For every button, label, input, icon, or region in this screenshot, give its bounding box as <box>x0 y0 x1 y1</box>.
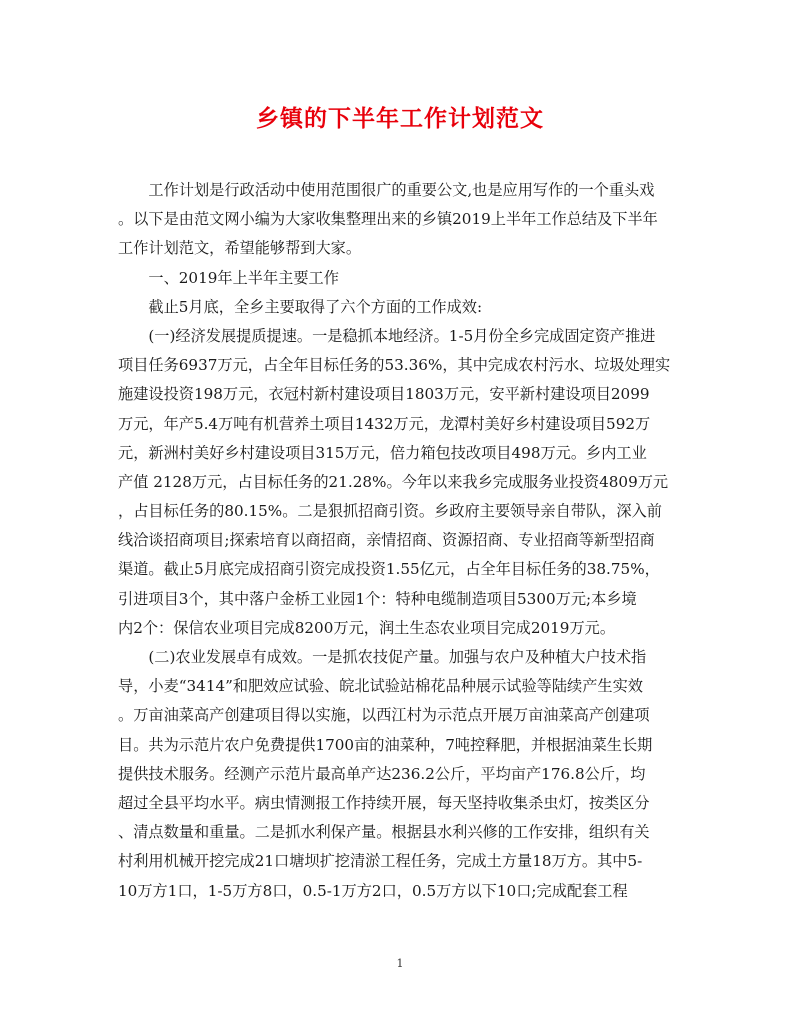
body-line-7: 项目任务6937万元，占全年目标任务的53.36%，其中完成农村污水、垃圾处理实 <box>118 356 671 375</box>
body-line-21: 提供技术服务。经测产示范片最高单产达236.2公斤，平均亩产176.8公斤，均 <box>118 764 646 783</box>
body-line-16: 内2个：保信农业项目完成8200万元，润土生态农业项目完成2019万元。 <box>118 618 616 637</box>
body-line-13: 线洽谈招商项目;探索培育以商招商，亲情招商、资源招商、专业招商等新型招商 <box>118 531 655 550</box>
body-line-5: 截止5月底，全乡主要取得了六个方面的工作成效: <box>118 297 483 316</box>
body-line-11: 产值 2128万元，占目标任务的21.28%。今年以来我乡完成服务业投资4809万元 <box>118 472 669 491</box>
body-line-20: 目。共为示范片农户免费提供1700亩的油菜种，7吨控释肥，并根据油菜生长期 <box>118 735 653 754</box>
body-line-9: 万元，年产5.4万吨有机营养土项目1432万元，龙潭村美好乡村建设项目592万 <box>118 414 651 433</box>
body-line-6: (一)经济发展提质提速。一是稳抓本地经济。1-5月份全乡完成固定资产推进 <box>118 326 656 345</box>
body-line-2: 。以下是由范文网小编为大家收集整理出来的乡镇2019上半年工作总结及下半年 <box>118 210 658 229</box>
body-line-3: 工作计划范文，希望能够帮到大家。 <box>118 239 361 258</box>
body-line-18: 导，小麦“3414”和肥效应试验、皖北试验站棉花品种展示试验等陆续产生实效 <box>118 677 643 696</box>
body-line-25: 10万方1口，1-5万方8口，0.5-1万方2口，0.5万方以下10口;完成配套工程 <box>118 881 628 900</box>
body-line-14: 渠道。截止5月底完成招商引资完成投资1.55亿元，占全年目标任务的38.75%， <box>118 560 660 579</box>
body-line-1: 工作计划是行政活动中使用范围很广的重要公文,也是应用写作的一个重头戏 <box>118 181 655 199</box>
page-number: 1 <box>396 957 404 970</box>
body-line-15: 引进项目3个，其中落户金桥工业园1个：特种电缆制造项目5300万元;本乡境 <box>118 589 637 608</box>
document-body <box>118 176 684 906</box>
body-line-24: 村利用机械开挖完成21口塘坝扩挖清淤工程任务，完成土方量18万方。其中5- <box>118 852 643 871</box>
body-line-12: ，占目标任务的80.15%。二是狠抓招商引资。乡政府主要领导亲自带队，深入前 <box>118 502 662 521</box>
section-heading: 一、2019年上半年主要工作 <box>118 268 339 287</box>
body-line-8: 施建设投资198万元，衣冠村新村建设项目1803万元，安平新村建设项目2099 <box>118 385 650 404</box>
body-line-23: 、清点数量和重量。二是抓水利保产量。根据县水利兴修的工作安排，组织有关 <box>118 823 650 842</box>
document-title: 乡镇的下半年工作计划范文 <box>256 105 544 132</box>
body-line-19: 。万亩油菜高产创建项目得以实施，以西江村为示范点开展万亩油菜高产创建项 <box>118 706 650 725</box>
body-line-10: 元，新洲村美好乡村建设项目315万元，倍力箱包技改项目498万元。乡内工业 <box>118 443 647 462</box>
body-line-17: (二)农业发展卓有成效。一是抓农技促产量。加强与农户及种植大户技术指 <box>118 648 647 666</box>
body-line-22: 超过全县平均水平。病虫情测报工作持续开展，每天坚持收集杀虫灯，按类区分 <box>118 793 650 812</box>
